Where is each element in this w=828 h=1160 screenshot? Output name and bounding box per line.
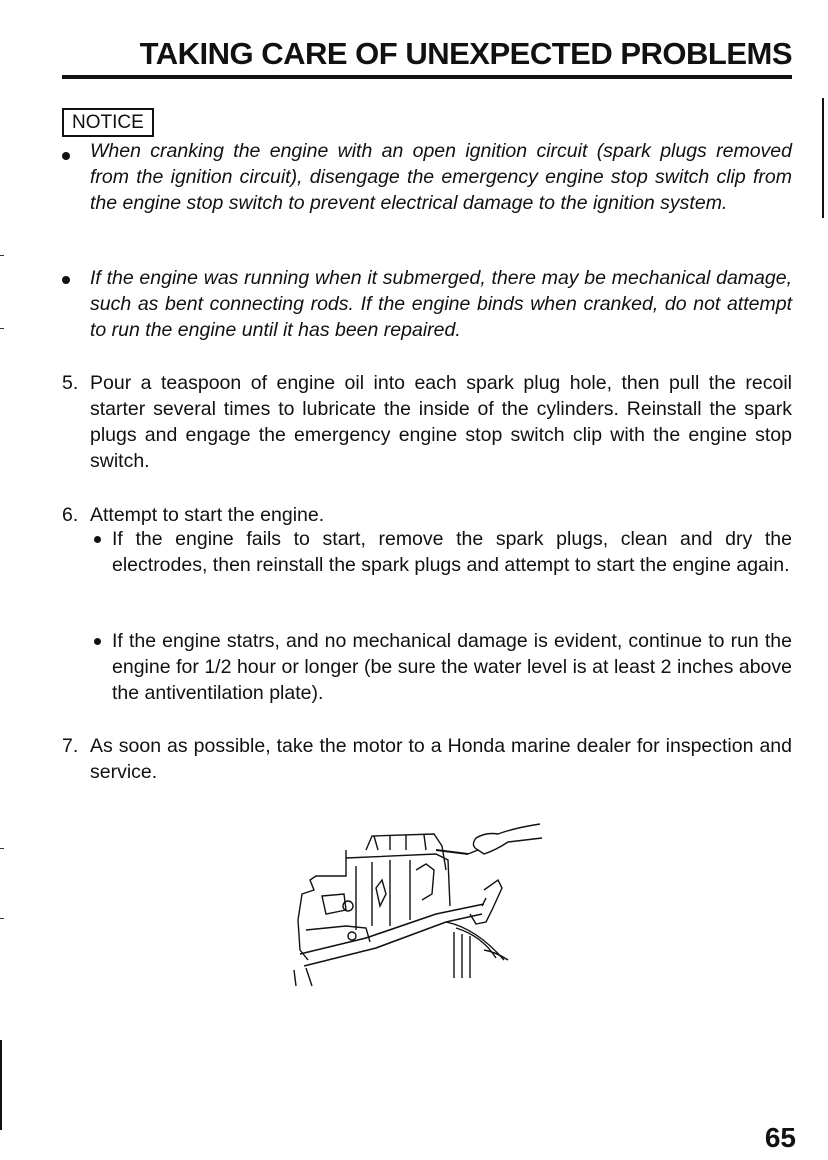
title-rule xyxy=(62,75,792,79)
bullet-icon xyxy=(62,276,70,284)
step-6-text: Attempt to start the engine. xyxy=(90,504,325,526)
page-number: 65 xyxy=(764,1122,796,1153)
left-margin-bar xyxy=(0,1040,2,1130)
page-title: TAKING CARE OF UNEXPECTED PROBLEMS xyxy=(139,36,792,71)
bullet-icon xyxy=(94,536,101,543)
step-number: 6. xyxy=(62,504,79,526)
notice-bullet-1: When cranking the engine with an open ignition circuit (spark plugs removed from the ignition circuit), disengage the emergency engine stop switch clip from the engine stop switch to prevent electrical damage to the ignition system. xyxy=(90,140,792,214)
step-number: 7. xyxy=(62,735,79,757)
right-margin-bar xyxy=(822,98,824,218)
notice-label: NOTICE xyxy=(62,108,154,137)
step-6-sub-1: If the engine fails to start, remove the spark plugs, clean and dry the electrodes, then reinstall the spark plugs and attempt to start the engine again. xyxy=(112,528,792,576)
step-6-sub-2: If the engine statrs, and no mechanical damage is evident, continue to run the engine for 1/2 hour or longer (be sure the water level is at least 2 inches above the antiventilation plate). xyxy=(112,630,792,704)
bullet-icon xyxy=(94,638,101,645)
outboard-motor-illustration xyxy=(286,810,548,990)
step-5-text: Pour a teaspoon of engine oil into each spark plug hole, then pull the recoil starter several times to lubricate the inside of the cylinders. Reinstall the spark plugs and engage the emergency engine stop switch clip with the engine stop switch. xyxy=(90,372,792,472)
margin-tick xyxy=(0,918,4,919)
margin-tick xyxy=(0,255,4,256)
bullet-icon xyxy=(62,152,70,160)
notice-bullet-2: If the engine was running when it submerged, there may be mechanical damage, such as bent connecting rods. If the engine binds when cranked, do not attempt to run the engine until it has been repaired. xyxy=(90,267,792,341)
margin-tick xyxy=(0,328,4,329)
margin-tick xyxy=(0,848,4,849)
step-7-text: As soon as possible, take the motor to a Honda marine dealer for inspection and service. xyxy=(90,735,792,783)
step-number: 5. xyxy=(62,372,79,394)
